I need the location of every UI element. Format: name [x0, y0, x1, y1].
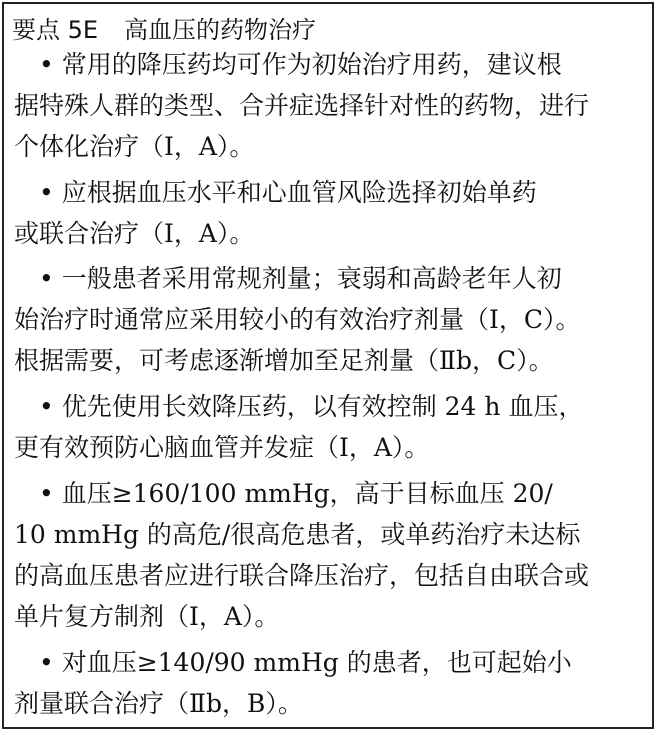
text-line: 剂量联合治疗（Ⅱb，B）。 — [14, 689, 303, 718]
section-number: 要点 5E — [12, 15, 99, 44]
text-line: • 优先使用长效降压药，以有效控制 24 h 血压， — [14, 392, 584, 421]
section-title: 高血压的药物治疗 — [124, 15, 317, 44]
text-line: 或联合治疗（Ⅰ，A）。 — [14, 219, 255, 248]
text-line: • 血压≥160/100 mmHg，高于目标血压 20/ — [14, 479, 553, 508]
text-line: • 常用的降压药均可作为初始治疗用药，建议根 — [14, 50, 562, 79]
text-line: 据特殊人群的类型、合并症选择针对性的药物，进行 — [14, 91, 590, 120]
text-line: 10 mmHg 的高危/很高危患者，或单药治疗未达标 — [14, 520, 581, 549]
text-line: 单片复方制剂（Ⅰ，A）。 — [14, 602, 280, 631]
guideline-box — [2, 2, 654, 729]
text-line: 始治疗时通常应采用较小的有效治疗剂量（Ⅰ，C）。 — [14, 305, 581, 334]
text-line: • 一般患者采用常规剂量；衰弱和高龄老年人初 — [14, 264, 562, 293]
section-heading — [12, 8, 316, 46]
text-line: • 对血压≥140/90 mmHg 的患者，也可起始小 — [14, 648, 572, 677]
text-line: 个体化治疗（Ⅰ，A）。 — [14, 132, 255, 161]
text-line: 更有效预防心脑血管并发症（Ⅰ，A）。 — [14, 433, 430, 462]
text-line: • 应根据血压水平和心血管风险选择初始单药 — [14, 178, 537, 207]
text-line: 根据需要，可考虑逐渐增加至足剂量（Ⅱb，C）。 — [14, 346, 554, 375]
text-line: 的高血压患者应进行联合降压治疗，包括自由联合或 — [14, 561, 590, 590]
